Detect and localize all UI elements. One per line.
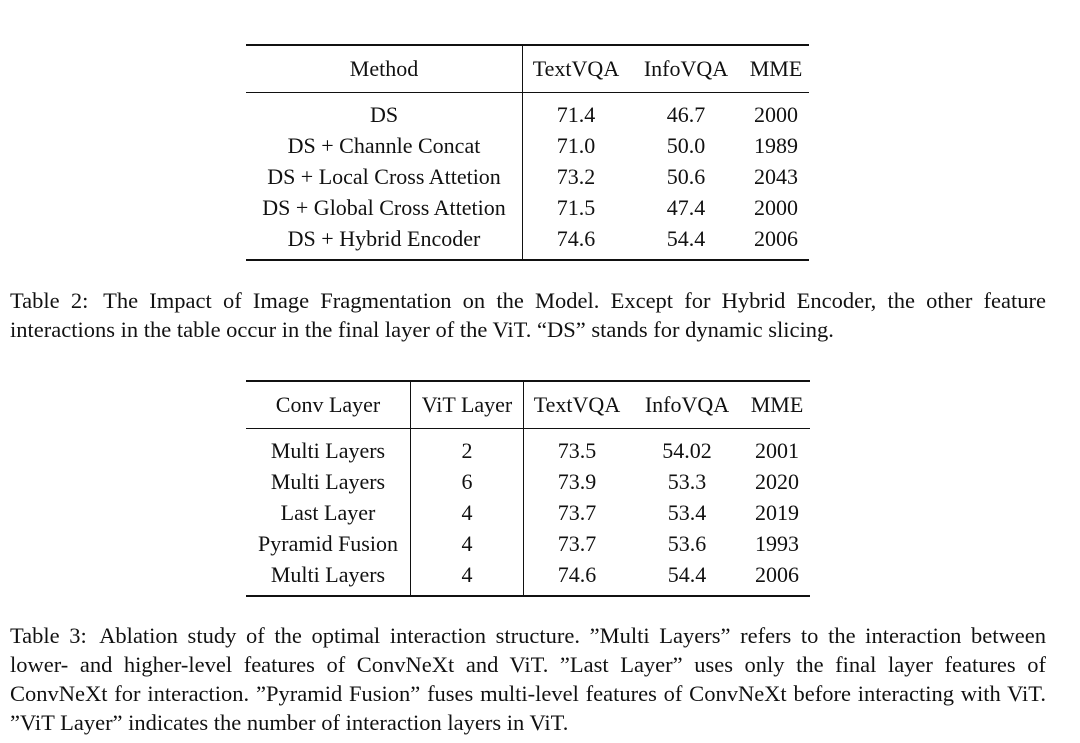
table-caption — [10, 286, 1046, 344]
column-header-infovqa: InfoVQA — [643, 56, 729, 81]
cell-infovqa: 53.6 — [667, 530, 707, 556]
table-row — [246, 93, 809, 131]
table-row — [246, 223, 809, 260]
table-row — [246, 528, 810, 559]
cell-method: DS + Local Cross Attetion — [246, 161, 523, 192]
cell-infovqa: 47.4 — [666, 194, 706, 220]
cell-vit-layer: 4 — [411, 559, 524, 596]
cell-textvqa: 71.0 — [556, 132, 596, 158]
cell-textvqa: 71.4 — [556, 101, 596, 127]
cell-method: DS + Channle Concat — [246, 130, 523, 161]
cell-vit-layer: 4 — [411, 497, 524, 528]
cell-conv-layer: Multi Layers — [246, 559, 411, 596]
cell-conv-layer: Multi Layers — [246, 429, 411, 467]
column-header-method: Method — [246, 45, 523, 93]
table-row — [246, 466, 810, 497]
column-header-mme: MME — [749, 56, 803, 81]
column-header-textvqa: TextVQA — [532, 56, 620, 81]
cell-mme: 2006 — [755, 561, 799, 587]
cell-mme: 2020 — [755, 468, 799, 494]
cell-infovqa: 50.6 — [666, 163, 706, 189]
table-row — [246, 192, 809, 223]
cell-infovqa: 53.3 — [667, 468, 707, 494]
table-row — [246, 497, 810, 528]
caption-label: Table 2: — [10, 288, 89, 313]
table-row — [246, 161, 809, 192]
table-image-fragmentation — [246, 44, 809, 261]
cell-vit-layer: 6 — [411, 466, 524, 497]
cell-textvqa: 73.2 — [556, 163, 596, 189]
table-interaction-structure — [246, 380, 810, 597]
cell-textvqa: 73.9 — [557, 468, 597, 494]
table-row — [246, 130, 809, 161]
caption-text: Ablation study of the optimal interaction structure. ”Multi Layers” refers to the interaction between lower- and higher-level features of ConvNeXt and ViT. ”Last Layer” uses only the final layer features of ConvNeXt for interaction. ”Pyramid Fusion” fuses multi-level features of ConvNeXt before interacting with ViT. ”ViT Layer” indicates the number of interaction layers in ViT. — [10, 623, 1046, 735]
cell-mme: 2000 — [754, 194, 798, 220]
cell-method: DS + Global Cross Attetion — [246, 192, 523, 223]
table-caption — [10, 621, 1046, 737]
cell-conv-layer: Last Layer — [246, 497, 411, 528]
cell-textvqa: 71.5 — [556, 194, 596, 220]
cell-infovqa: 50.0 — [666, 132, 706, 158]
cell-infovqa: 46.7 — [666, 101, 706, 127]
cell-textvqa: 74.6 — [556, 225, 596, 251]
cell-conv-layer: Multi Layers — [246, 466, 411, 497]
cell-infovqa: 54.02 — [662, 437, 712, 463]
cell-mme: 2001 — [755, 437, 799, 463]
column-header-conv-layer: Conv Layer — [246, 381, 411, 429]
cell-vit-layer: 2 — [411, 429, 524, 467]
cell-infovqa: 54.4 — [666, 225, 706, 251]
cell-mme: 2019 — [755, 499, 799, 525]
cell-mme: 2000 — [754, 101, 798, 127]
table-header-row — [246, 381, 810, 429]
caption-label: Table 3: — [10, 623, 87, 648]
table-row — [246, 559, 810, 596]
column-header-mme: MME — [750, 392, 804, 417]
cell-textvqa: 74.6 — [557, 561, 597, 587]
cell-textvqa: 73.5 — [557, 437, 597, 463]
cell-vit-layer: 4 — [411, 528, 524, 559]
cell-infovqa: 53.4 — [667, 499, 707, 525]
caption-text: The Impact of Image Fragmentation on the Model. Except for Hybrid Encoder, the other feature interactions in the table occur in the final layer of the ViT. “DS” stands for dynamic slicing. — [10, 288, 1047, 342]
cell-mme: 1993 — [755, 530, 799, 556]
cell-mme: 1989 — [754, 132, 798, 158]
column-header-vit-layer: ViT Layer — [411, 381, 524, 429]
cell-conv-layer: Pyramid Fusion — [246, 528, 411, 559]
cell-mme: 2043 — [754, 163, 798, 189]
cell-infovqa: 54.4 — [667, 561, 707, 587]
table-header-row — [246, 45, 809, 93]
column-header-infovqa: InfoVQA — [644, 392, 730, 417]
table-row — [246, 429, 810, 467]
cell-textvqa: 73.7 — [557, 530, 597, 556]
column-header-textvqa: TextVQA — [533, 392, 621, 417]
cell-textvqa: 73.7 — [557, 499, 597, 525]
cell-mme: 2006 — [754, 225, 798, 251]
cell-method: DS + Hybrid Encoder — [246, 223, 523, 260]
cell-method: DS — [246, 93, 523, 131]
